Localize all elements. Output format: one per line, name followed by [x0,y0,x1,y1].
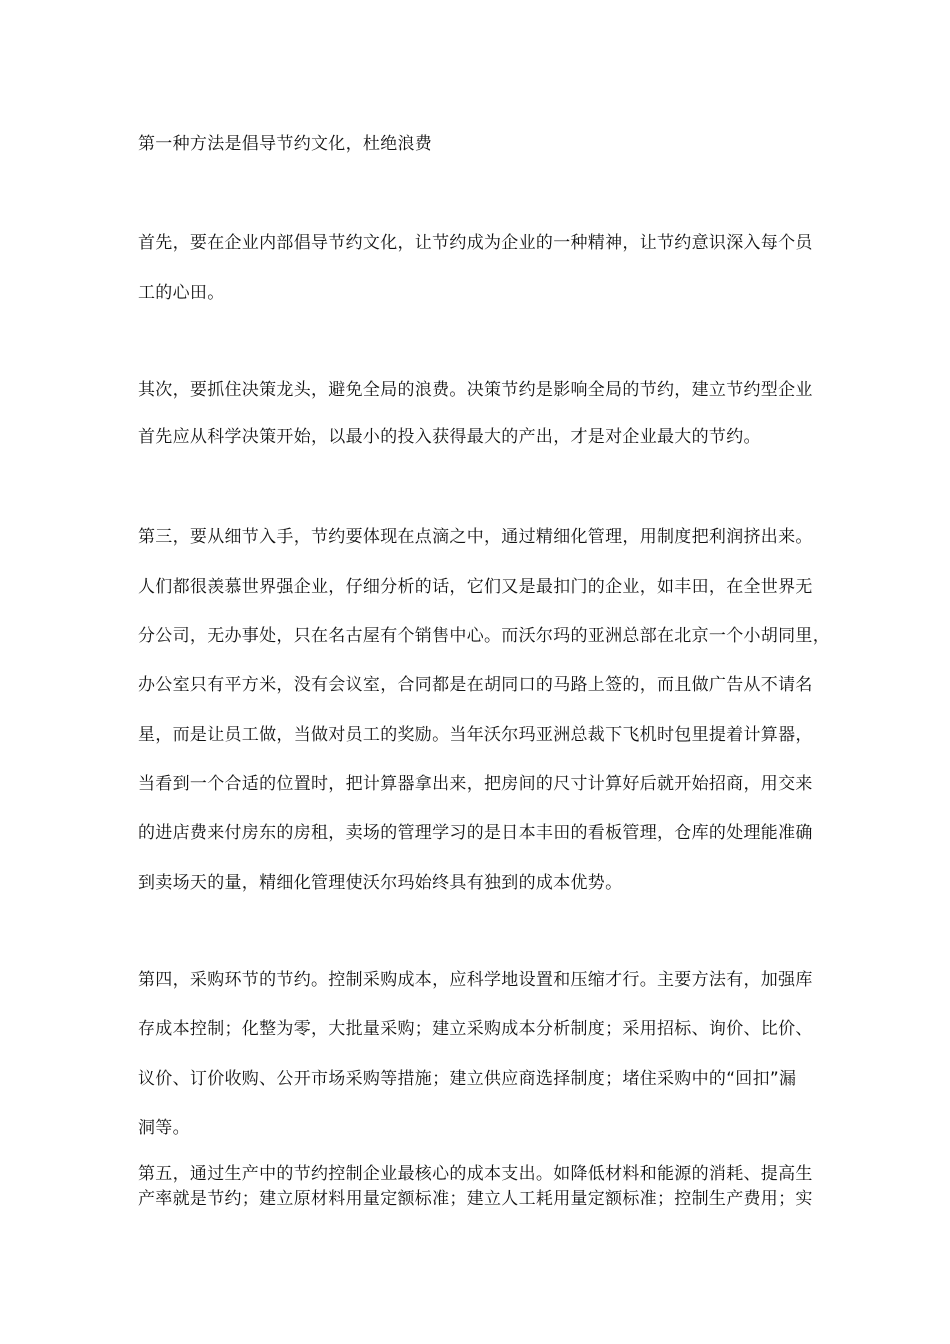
paragraph-line: 产率就是节约；建立原材料用量定额标准；建立人工耗用量定额标准；控制生产费用；实 [138,1189,813,1209]
paragraph-line: 议价、订价收购、公开市场采购等措施；建立供应商选择制度；堵住采购中的“回扣”漏 [138,1069,797,1089]
paragraph-line: 分公司，无办事处，只在名古屋有个销售中心。而沃尔玛的亚洲总部在北京一个小胡同里， [138,626,830,646]
paragraph-line: 存成本控制；化整为零，大批量采购；建立采购成本分析制度；采用招标、询价、比价、 [138,1019,813,1039]
paragraph-line: 的进店费来付房东的房租，卖场的管理学习的是日本丰田的看板管理，仓库的处理能准确 [138,823,813,843]
paragraph-line: 人们都很羡慕世界强企业，仔细分析的话，它们又是最扣门的企业，如丰田，在全世界无 [138,577,813,597]
paragraph-line: 到卖场天的量，精细化管理使沃尔玛始终具有独到的成本优势。 [138,873,623,893]
section-heading: 第一种方法是倡导节约文化，杜绝浪费 [138,134,433,154]
paragraph-line: 星，而是让员工做，当做对员工的奖励。当年沃尔玛亚洲总裁下飞机时包里提着计算器， [138,725,813,745]
paragraph-line: 第四，采购环节的节约。控制采购成本，应科学地设置和压缩才行。主要方法有，加强库 [138,970,813,990]
paragraph-line: 首先应从科学决策开始，以最小的投入获得最大的产出，才是对企业最大的节约。 [138,427,761,447]
paragraph-line: 第五，通过生产中的节约控制企业最核心的成本支出。如降低材料和能源的消耗、提高生 [138,1164,813,1184]
paragraph-line: 洞等。 [138,1118,190,1138]
paragraph-line: 其次，要抓住决策龙头，避免全局的浪费。决策节约是影响全局的节约，建立节约型企业 [138,380,813,400]
paragraph-line: 办公室只有平方米，没有会议室，合同都是在胡同口的马路上签的，而且做广告从不请名 [138,675,813,695]
paragraph-line: 当看到一个合适的位置时，把计算器拿出来，把房间的尺寸计算好后就开始招商，用交来 [138,774,813,794]
paragraph-line: 工的心田。 [138,283,225,303]
paragraph-line: 第三，要从细节入手，节约要体现在点滴之中，通过精细化管理，用制度把利润挤出来。 [138,527,813,547]
paragraph-line: 首先，要在企业内部倡导节约文化，让节约成为企业的一种精神，让节约意识深入每个员 [138,233,813,253]
